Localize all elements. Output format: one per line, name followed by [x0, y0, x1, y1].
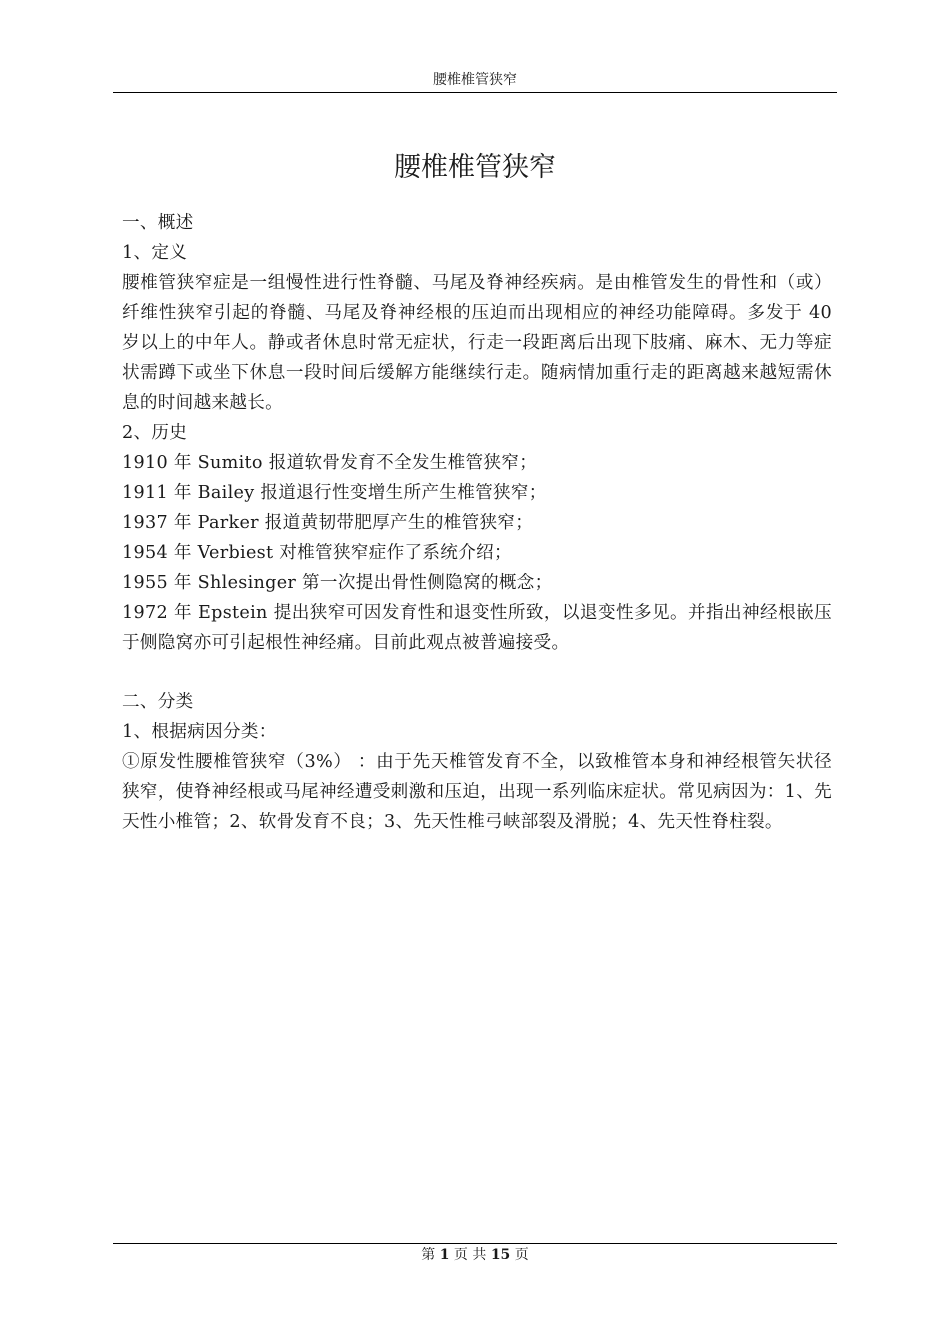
document-title: 腰椎椎管狭窄	[394, 152, 556, 184]
page-number: 1	[439, 1247, 450, 1263]
subheading-etiology: 1、根据病因分类：	[122, 722, 277, 742]
footer-suffix: 页	[514, 1247, 529, 1263]
paragraph-spacer	[122, 658, 832, 687]
classification-item: ①原发性腰椎管狭窄（3%） ：由于先天椎管发育不全，以致椎管本身和神经根管矢状径狭窄，使脊神经根或马尾神经遭受刺激和压迫，出现一系列临床症状。常见病因为：1、先天性小椎管；2、软骨发育不良；3、先天性椎弓峡部裂及滑脱；4、先天性脊柱裂。	[122, 752, 832, 832]
subheading-history: 2、历史	[122, 423, 188, 443]
section-heading-classification: 二、分类	[122, 692, 194, 712]
footer-prefix: 第	[421, 1247, 436, 1263]
history-item: 1937 年 Parker 报道黄韧带肥厚产生的椎管狭窄；	[122, 513, 534, 533]
document-body	[122, 208, 832, 837]
history-item: 1955 年 Shlesinger 第一次提出骨性侧隐窝的概念；	[122, 573, 553, 593]
history-item: 1910 年 Sumito 报道软骨发育不全发生椎管狭窄；	[122, 453, 538, 473]
section-heading-overview: 一、概述	[122, 213, 194, 233]
subheading-definition: 1、定义	[122, 243, 188, 263]
header-rule	[113, 92, 837, 93]
footer-middle: 页 共	[453, 1247, 487, 1263]
page-total: 15	[490, 1247, 511, 1263]
history-item: 1972 年 Epstein 提出狭窄可因发育性和退变性所致，以退变性多见。并指出神经根嵌压于侧隐窝亦可引起根性神经痛。目前此观点被普遍接受。	[122, 603, 832, 653]
page-footer	[113, 1245, 837, 1265]
history-item: 1911 年 Bailey 报道退行性变增生所产生椎管狭窄；	[122, 483, 547, 503]
history-item: 1954 年 Verbiest 对椎管狭窄症作了系统介绍；	[122, 543, 512, 563]
footer-rule	[113, 1243, 837, 1244]
running-header: 腰椎椎管狭窄	[433, 72, 517, 88]
definition-paragraph: 腰椎管狭窄症是一组慢性进行性脊髓、马尾及脊神经疾病。是由椎管发生的骨性和（或）纤维性狭窄引起的脊髓、马尾及脊神经根的压迫而出现相应的神经功能障碍。多发于 40 岁以上的中年人。静或者休息时常无症状，行走一段距离后出现下肢痛、麻木、无力等症状需蹲下或坐下休息一段时间后缓解方能继续行走。随病情加重行走的距离越来越短需休息的时间越来越长。	[122, 273, 832, 413]
